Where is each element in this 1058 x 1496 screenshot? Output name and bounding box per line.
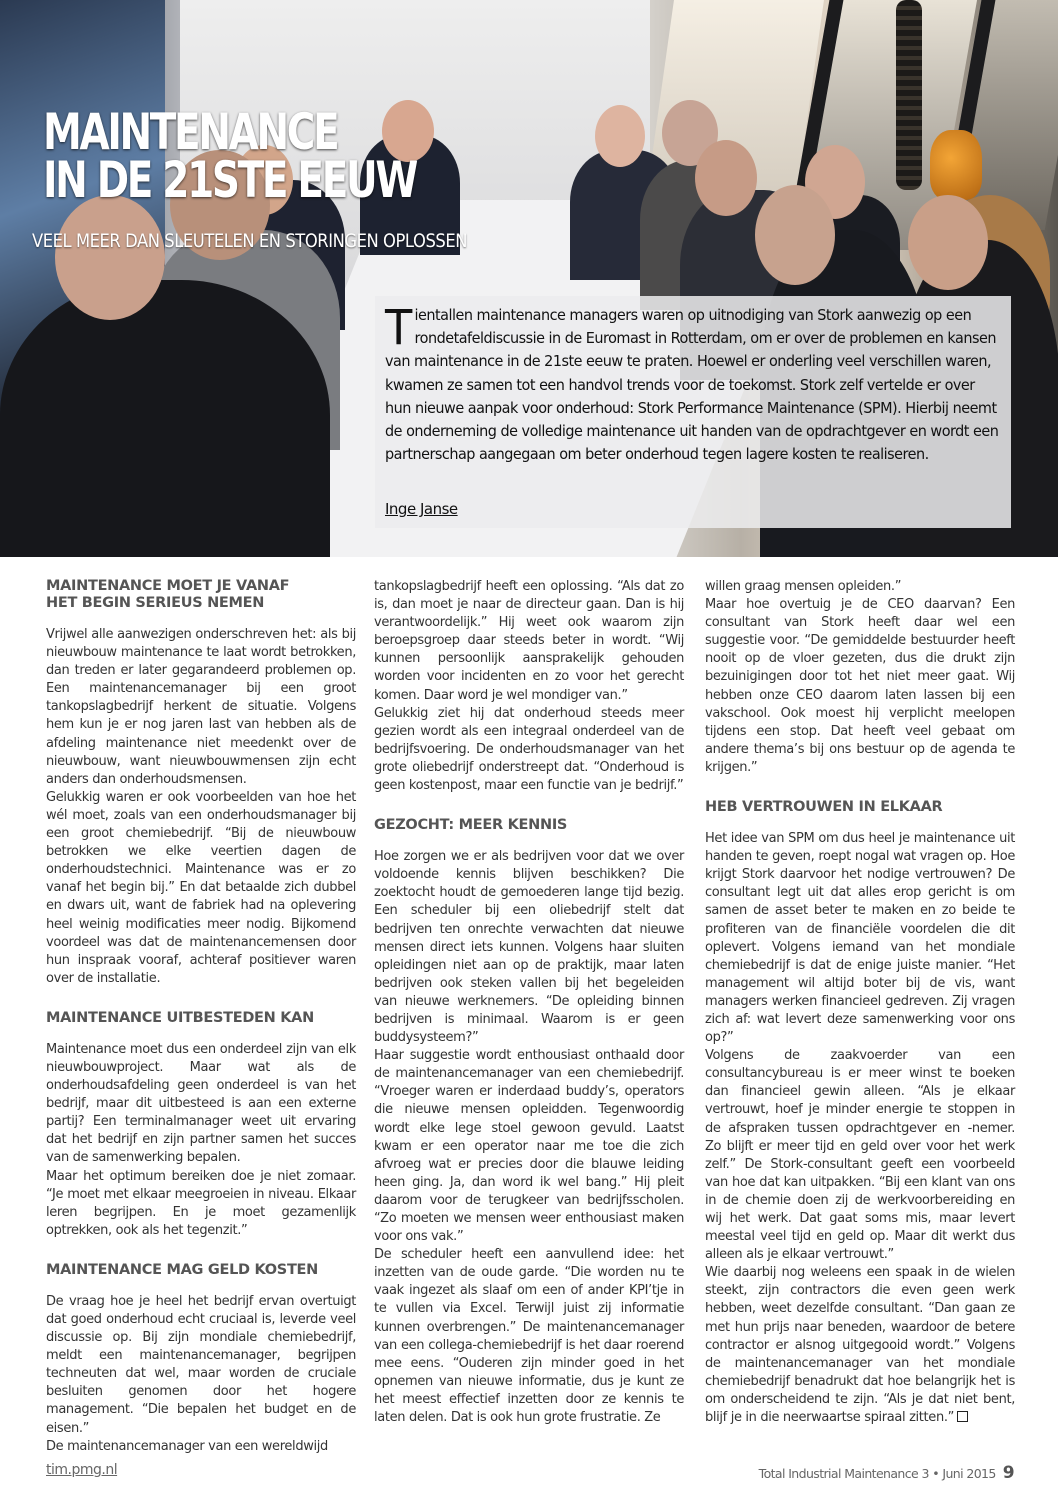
paragraph bbox=[705, 1264, 1015, 1427]
photo-person-head bbox=[908, 195, 988, 290]
article-column-2 bbox=[374, 578, 684, 1427]
photo-sculpture bbox=[896, 0, 922, 190]
paragraph: Maar het optimum bereiken doe je niet zomaar. “Je moet met elkaar meegroeien in niveau. Elkaar leren begrijpen. En je moet gezamenlijk optrekken, ook als het tegenzit.” bbox=[46, 1168, 356, 1238]
end-of-article-square-icon bbox=[957, 1411, 968, 1422]
section-heading: HEB VERTROUWEN IN ELKAAR bbox=[705, 799, 943, 816]
hero-photo bbox=[0, 0, 1058, 557]
footer-publication bbox=[759, 1463, 1014, 1483]
paragraph: Haar suggestie wordt enthousiast onthaald door de maintenancemanager van een chemiebedrijf. “Vroeger waren er inderdaad buddy’s, operators die nieuwe mensen opleidden. Tegenwoordig wordt elke lege stoel gewoon gevuld. Laatst kwam er een operator naar me toe die zich afvroeg wat er precies door die blauwe leiding heen ging. Ja, dan word ik wel bang.” Hij pleit daarom voor de terugkeer van bedrijfsscholen. “Zo moeten we mensen weer enthousiast maken voor ons vak.” bbox=[374, 1048, 684, 1245]
spacer bbox=[705, 777, 1015, 799]
article-column-1 bbox=[46, 578, 356, 1456]
closing-text: Wie daarbij nog weleens een spaak in de wielen steekt, zijn contractors die even geen werk hebben, weet dezelfde consultant. “Dan gaan ze met hun prijs naar beneden, waardoor de betere contractor er alsnog uitgegooid wordt.” Volgens de maintenancemanager van het mondiale chemiebedrijf benadrukt dat hoe belangrijk het is om onderscheidend te zijn. “Als je dat niet bent, blijf je in die neerwaartse spiraal zitten.” bbox=[705, 1265, 1015, 1426]
photo-person-head bbox=[695, 140, 757, 216]
title-line-1: MAINTENANCE bbox=[43, 103, 338, 161]
section-heading: GEZOCHT: MEER KENNIS bbox=[374, 817, 568, 834]
spacer bbox=[46, 988, 356, 1010]
title-line-2: IN DE 21STE EEUW bbox=[43, 151, 417, 209]
page-number: 9 bbox=[1002, 1463, 1014, 1483]
paragraph: Maar hoe overtuig je de CEO daarvan? Een consultant van Stork heeft daar wel een suggestie voor. “De gemiddelde bestuurder heeft nooit op de vloer gezeten, dus die drukt zijn bezuinigingen door tot het niet meer gaat. Wij hebben onze CEO daarom laten lassen bij een vakschool. Ook moest hij verplicht meelopen tijdens een stop. Dat heeft veel gebaat om andere thema’s bij ons bestuur op de agenda te krijgen.” bbox=[705, 597, 1015, 775]
paragraph: De maintenancemanager van een wereldwijd bbox=[46, 1438, 328, 1454]
paragraph: De vraag hoe je heel het bedrijf ervan overtuigt dat goed onderhoud echt cruciaal is, leverde veel discussie op. Bij zijn mondiale chemiebedrijf, meldt een maintenancemanager, begrijpen techneuten dat wel, maar worden de cruciale besluiten genomen door het hogere management. “Die bepalen het budget en de eisen.” bbox=[46, 1293, 356, 1436]
author-byline: Inge Janse bbox=[385, 500, 458, 518]
spacer bbox=[46, 1240, 356, 1262]
article-subtitle: VEEL MEER DAN SLEUTELEN EN STORINGEN OPLOSSEN bbox=[32, 230, 468, 252]
paragraph: willen graag mensen opleiden.” bbox=[705, 579, 902, 594]
paragraph: tankopslagbedrijf heeft een oplossing. “Als dat zo is, dan moet je naar de directeur gaan. Dan is hij verantwoordelijk.” Hij weet ook waarom zijn beroepsgroep daar steeds beter in wordt. “Wij kunnen persoonlijk aansprakelijk gehouden worden voor incidenten en zo voor het gerecht komen. Daar word je wel mondiger van.” bbox=[374, 579, 684, 703]
paragraph: Volgens de zaakvoerder van een consultancybureau is er meer winst te boeken dan financieel gewin alleen. “Als je elkaar vertrouwt, hoef je minder energie te stoppen in de afspraken tussen opdrachtgever en -nemer. Zo blijft er meer tijd en geld over voor het werk zelf.” De Stork-consultant geeft een voorbeeld van hoe dat kan uitpakken. “Bij een klant van ons in de chemie doen zij de werkvoorbereiding en wij het werk. Dat gaat soms mis, maar levert meestal veel tijd en geld op. Maar dit werkt dus alleen als je elkaar vertrouwt.” bbox=[705, 1048, 1015, 1263]
spacer bbox=[374, 795, 684, 817]
paragraph: Maintenance moet dus een onderdeel zijn van elk nieuwbouwproject. Maar wat als de onderhoudsafdeling geen onderdeel is van het bedrijf, maar dit uitbesteed is aan een externe partij? Een terminalmanager weet uit ervaring dat het bedrijf en zijn partner samen het succes van de samenwerking bepalen. bbox=[46, 1041, 356, 1166]
section-heading: MAINTENANCE UITBESTEDEN KAN bbox=[46, 1009, 314, 1026]
photo-vase bbox=[930, 130, 982, 200]
section-heading: MAINTENANCE MAG GELD KOSTEN bbox=[46, 1261, 318, 1278]
article-title bbox=[43, 103, 417, 209]
photo-person-head bbox=[755, 185, 835, 285]
paragraph: Vrijwel alle aanwezigen onderschreven het: als bij nieuwbouw maintenance te laat wordt betrokken, dan treden er later gegarandeerd problemen op. Een maintenancemanager bij een groot tankopslagbedrijf herkent de situatie. Volgens hem kun je er nog jaren last van hebben als de afdeling maintenance niet meedenkt over de nieuwbouw, want nieuwbouwmensen zijn echt anders dan onderhoudsmensen. bbox=[46, 627, 356, 787]
intro-text: ientallen maintenance managers waren op uitnodiging van Stork aanwezig op een rondetafeldiscussie in de Euromast in Rotterdam, om er over de problemen en kansen van maintenance in de 21ste eeuw te praten. Hoewel er onderling veel verschillen waren, kwamen ze samen tot een handvol trends voor de toekomst. Stork zelf vertelde er over hun nieuwe aanpak voor onderhoud: Stork Performance Maintenance (SPM). Hierbij neemt de onderneming de volledige maintenance uit handen van de opdrachtgever en wordt een partnerschap aangegaan om beter onderhoud tegen lagere kosten te realiseren. bbox=[385, 306, 999, 464]
paragraph: De scheduler heeft een aanvullend idee: het inzetten van de oude garde. “Die worden nu te vaak ingezet als slaaf om een of ander KPI’tje in te vullen via Excel. Terwijl juist zij informatie kunnen overbrengen.” De maintenancemanager van een collega-chemiebedrijf is het daar roerend mee eens. “Ouderen zijn minder goed in het opnemen van nieuwe informatie, dus je kunt ze het meest effectief inzetten door ze kennis te laten delen. Dat is ook hun grote frustratie. Ze bbox=[374, 1247, 684, 1426]
publication-info: Total Industrial Maintenance 3 • Juni 2015 bbox=[758, 1466, 996, 1481]
footer-url-link[interactable]: tim.pmg.nl bbox=[46, 1462, 118, 1478]
photo-person-head bbox=[595, 105, 645, 167]
section-heading: MAINTENANCE MOET JE VANAF HET BEGIN SERIEUS NEMEN bbox=[46, 578, 290, 611]
paragraph: Hoe zorgen we er als bedrijven voor dat we over voldoende kennis blijven beschikken? Die zoektocht houdt de gemoederen lange tijd bezig. Een scheduler bij een oliebedrijf stelt dat bedrijven ten onrechte verwachten dat nieuwe mensen direct iets kunnen. Volgens haar sluiten opleidingen niet aan op de praktijk, maar laten bedrijven ook steken vallen bij het begeleiden van nieuwe werknemers. “De opleiding binnen bedrijven is minimaal. Waarom is er geen buddysysteem?” bbox=[374, 849, 684, 1046]
paragraph: Gelukkig ziet hij dat onderhoud steeds meer gezien wordt als een integraal onderdeel van de bedrijfsvoering. De onderhoudsmanager van het grote oliebedrijf onderstreept dat. “Onderhoud is geen kostenpost, maar een functie van je bedrijf.” bbox=[374, 705, 684, 794]
photo-person bbox=[0, 280, 330, 557]
paragraph: Het idee van SPM om dus heel je maintenance uit handen te geven, roept nogal wat vragen op. Hoe krijgt Stork daarvoor het nodige vertrouwen? De consultant legt uit dat alles erop gericht is om samen de asset beter te maken en zo beide te profiteren van de financiële voordelen die dit oplevert. Volgens iemand van het mondiale chemiebedrijf is dat de enige juiste manier. “Het management wil altijd boter bij de vis, want managers werken financieel gedreven. Zij vragen zich af: wat levert deze samenwerking voor ons op?” bbox=[705, 831, 1015, 1046]
article-column-3 bbox=[705, 578, 1015, 1427]
paragraph: Gelukkig waren er ook voorbeelden van hoe het wél moet, zoals van een onderhoudsmanager bij een groot chemiebedrijf. “Bij de nieuwbouw betrokken we elke veertien dagen de onderhoudstechnici. Maintenance was er zo vanaf het begin bij.” En dat betaalde zich dubbel en dwars uit, want de fabriek had na oplevering heel weinig modificaties meer nodig. Bijkomend voordeel was dat de maintenancemensen door hun inspraak vooraf, achteraf positiever waren over de installatie. bbox=[46, 789, 356, 986]
intro-box bbox=[375, 296, 1011, 528]
photo-person-head bbox=[55, 195, 165, 320]
drop-cap: T bbox=[385, 300, 412, 356]
intro-paragraph bbox=[385, 300, 999, 466]
